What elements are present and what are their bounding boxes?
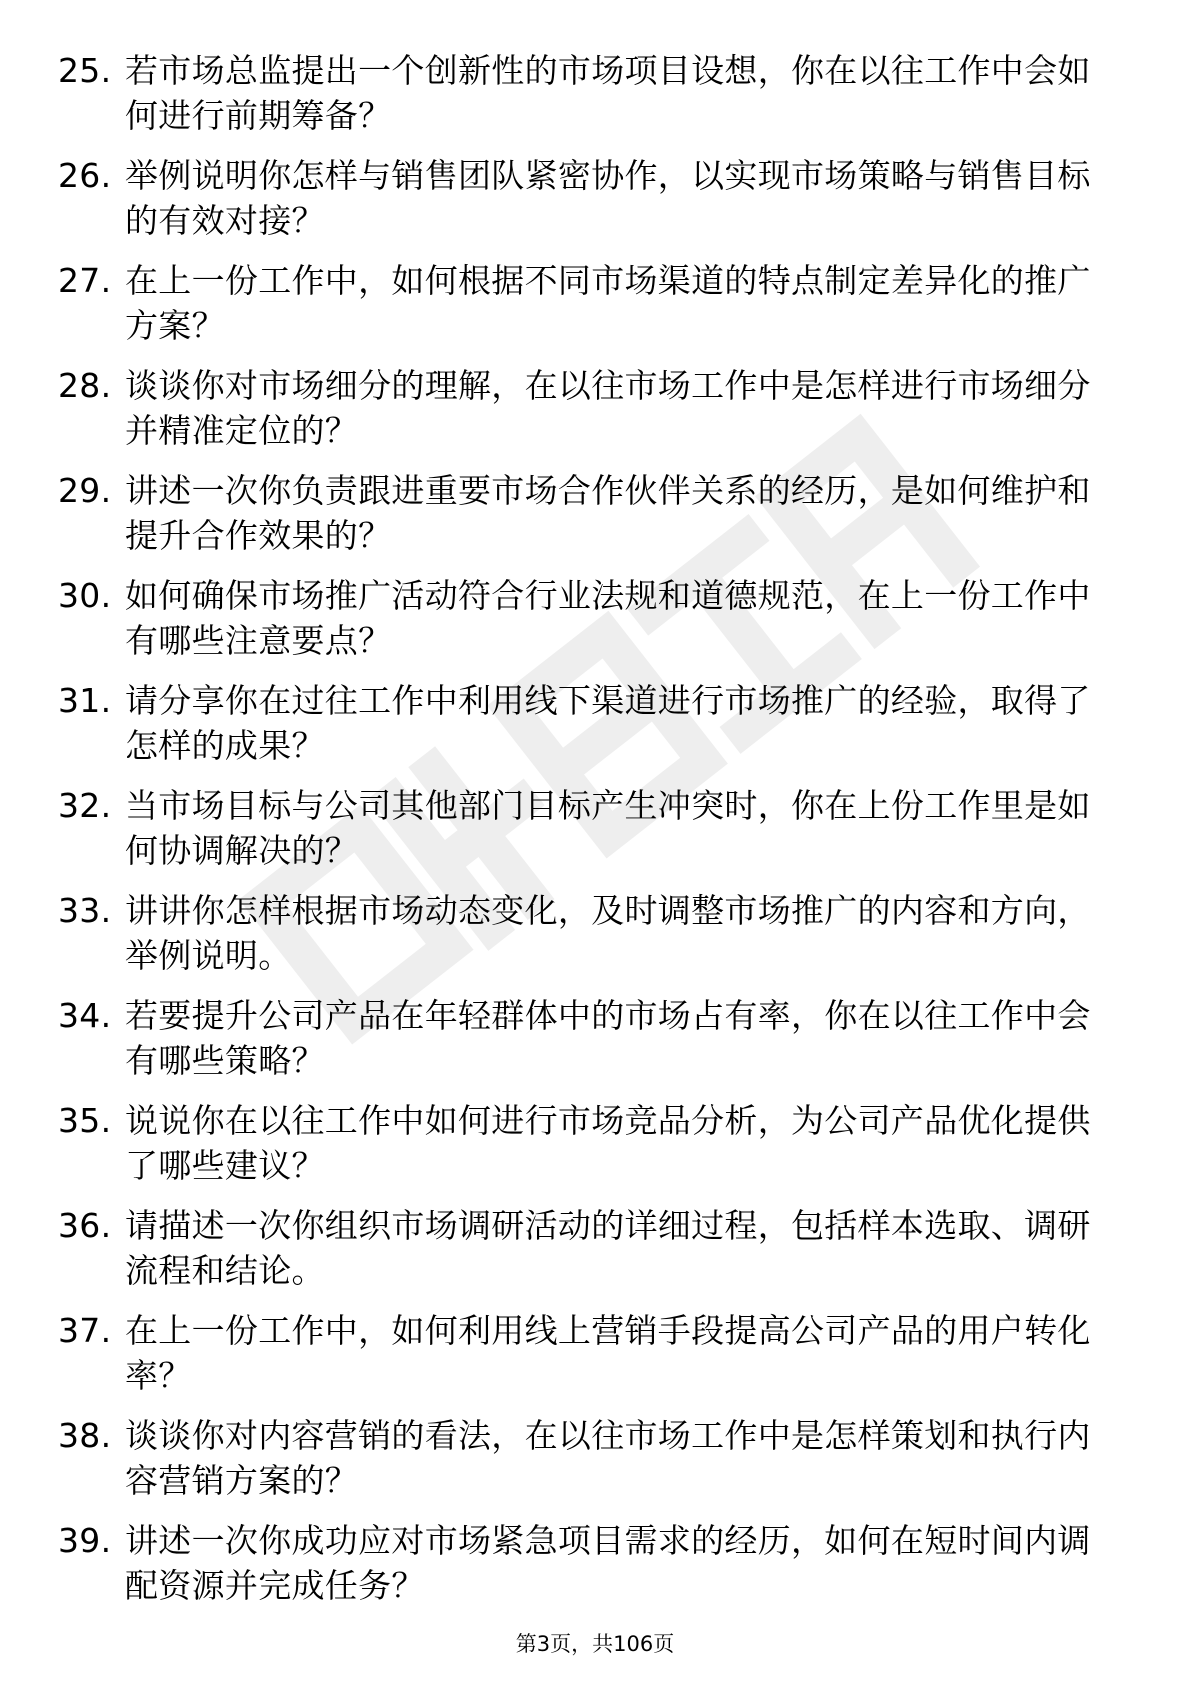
question-item [58,258,1118,348]
question-text: 若要提升公司产品在年轻群体中的市场占有率，你在以往工作中会有哪些策略？ [125,996,1091,1080]
question-text: 若市场总监提出一个创新性的市场项目设想，你在以往工作中会如何进行前期筹备？ [125,51,1091,135]
question-text: 讲述一次你成功应对市场紧急项目需求的经历，如何在短时间内调配资源并完成任务？ [125,1521,1091,1605]
question-number: 28. [58,366,112,405]
question-item [58,678,1118,768]
page-number-label: 第3页，共106页 [515,1632,675,1656]
question-item [58,1098,1118,1188]
question-text: 谈谈你对市场细分的理解，在以往市场工作中是怎样进行市场细分并精准定位的？ [125,366,1091,450]
question-number: 35. [58,1101,112,1140]
question-item [58,1203,1118,1293]
question-text: 说说你在以往工作中如何进行市场竞品分析，为公司产品优化提供了哪些建议？ [125,1101,1091,1185]
question-text: 如何确保市场推广活动符合行业法规和道德规范，在上一份工作中有哪些注意要点？ [125,576,1091,660]
question-text: 谈谈你对内容营销的看法，在以往市场工作中是怎样策划和执行内容营销方案的？ [125,1416,1091,1500]
question-item [58,783,1118,873]
question-number: 33. [58,891,112,930]
question-item [58,1413,1118,1503]
question-number: 32. [58,786,112,825]
question-text: 讲述一次你负责跟进重要市场合作伙伴关系的经历，是如何维护和提升合作效果的？ [125,471,1091,555]
question-number: 37. [58,1311,112,1350]
question-number: 29. [58,471,112,510]
question-text: 讲讲你怎样根据市场动态变化，及时调整市场推广的内容和方向，举例说明。 [125,891,1091,975]
question-item [58,153,1118,243]
question-item [58,993,1118,1083]
question-text: 当市场目标与公司其他部门目标产生冲突时，你在上份工作里是如何协调解决的？ [125,786,1091,870]
question-item [58,573,1118,663]
question-number: 36. [58,1206,112,1245]
question-text: 请分享你在过往工作中利用线下渠道进行市场推广的经验，取得了怎样的成果？ [125,681,1091,765]
question-number: 27. [58,261,112,300]
question-item [58,363,1118,453]
question-number: 25. [58,51,112,90]
question-item [58,1518,1118,1608]
question-number: 34. [58,996,112,1035]
page-footer [0,1630,1190,1658]
question-text: 在上一份工作中，如何利用线上营销手段提高公司产品的用户转化率？ [125,1311,1091,1395]
question-item [58,468,1118,558]
question-text: 请描述一次你组织市场调研活动的详细过程，包括样本选取、调研流程和结论。 [125,1206,1091,1290]
question-number: 39. [58,1521,112,1560]
question-number: 38. [58,1416,112,1455]
question-text: 在上一份工作中，如何根据不同市场渠道的特点制定差异化的推广方案？ [125,261,1091,345]
question-list [58,48,1118,1623]
question-item [58,48,1118,138]
question-number: 31. [58,681,112,720]
question-number: 30. [58,576,112,615]
question-item [58,1308,1118,1398]
question-number: 26. [58,156,112,195]
question-text: 举例说明你怎样与销售团队紧密协作，以实现市场策略与销售目标的有效对接？ [125,156,1091,240]
question-item [58,888,1118,978]
